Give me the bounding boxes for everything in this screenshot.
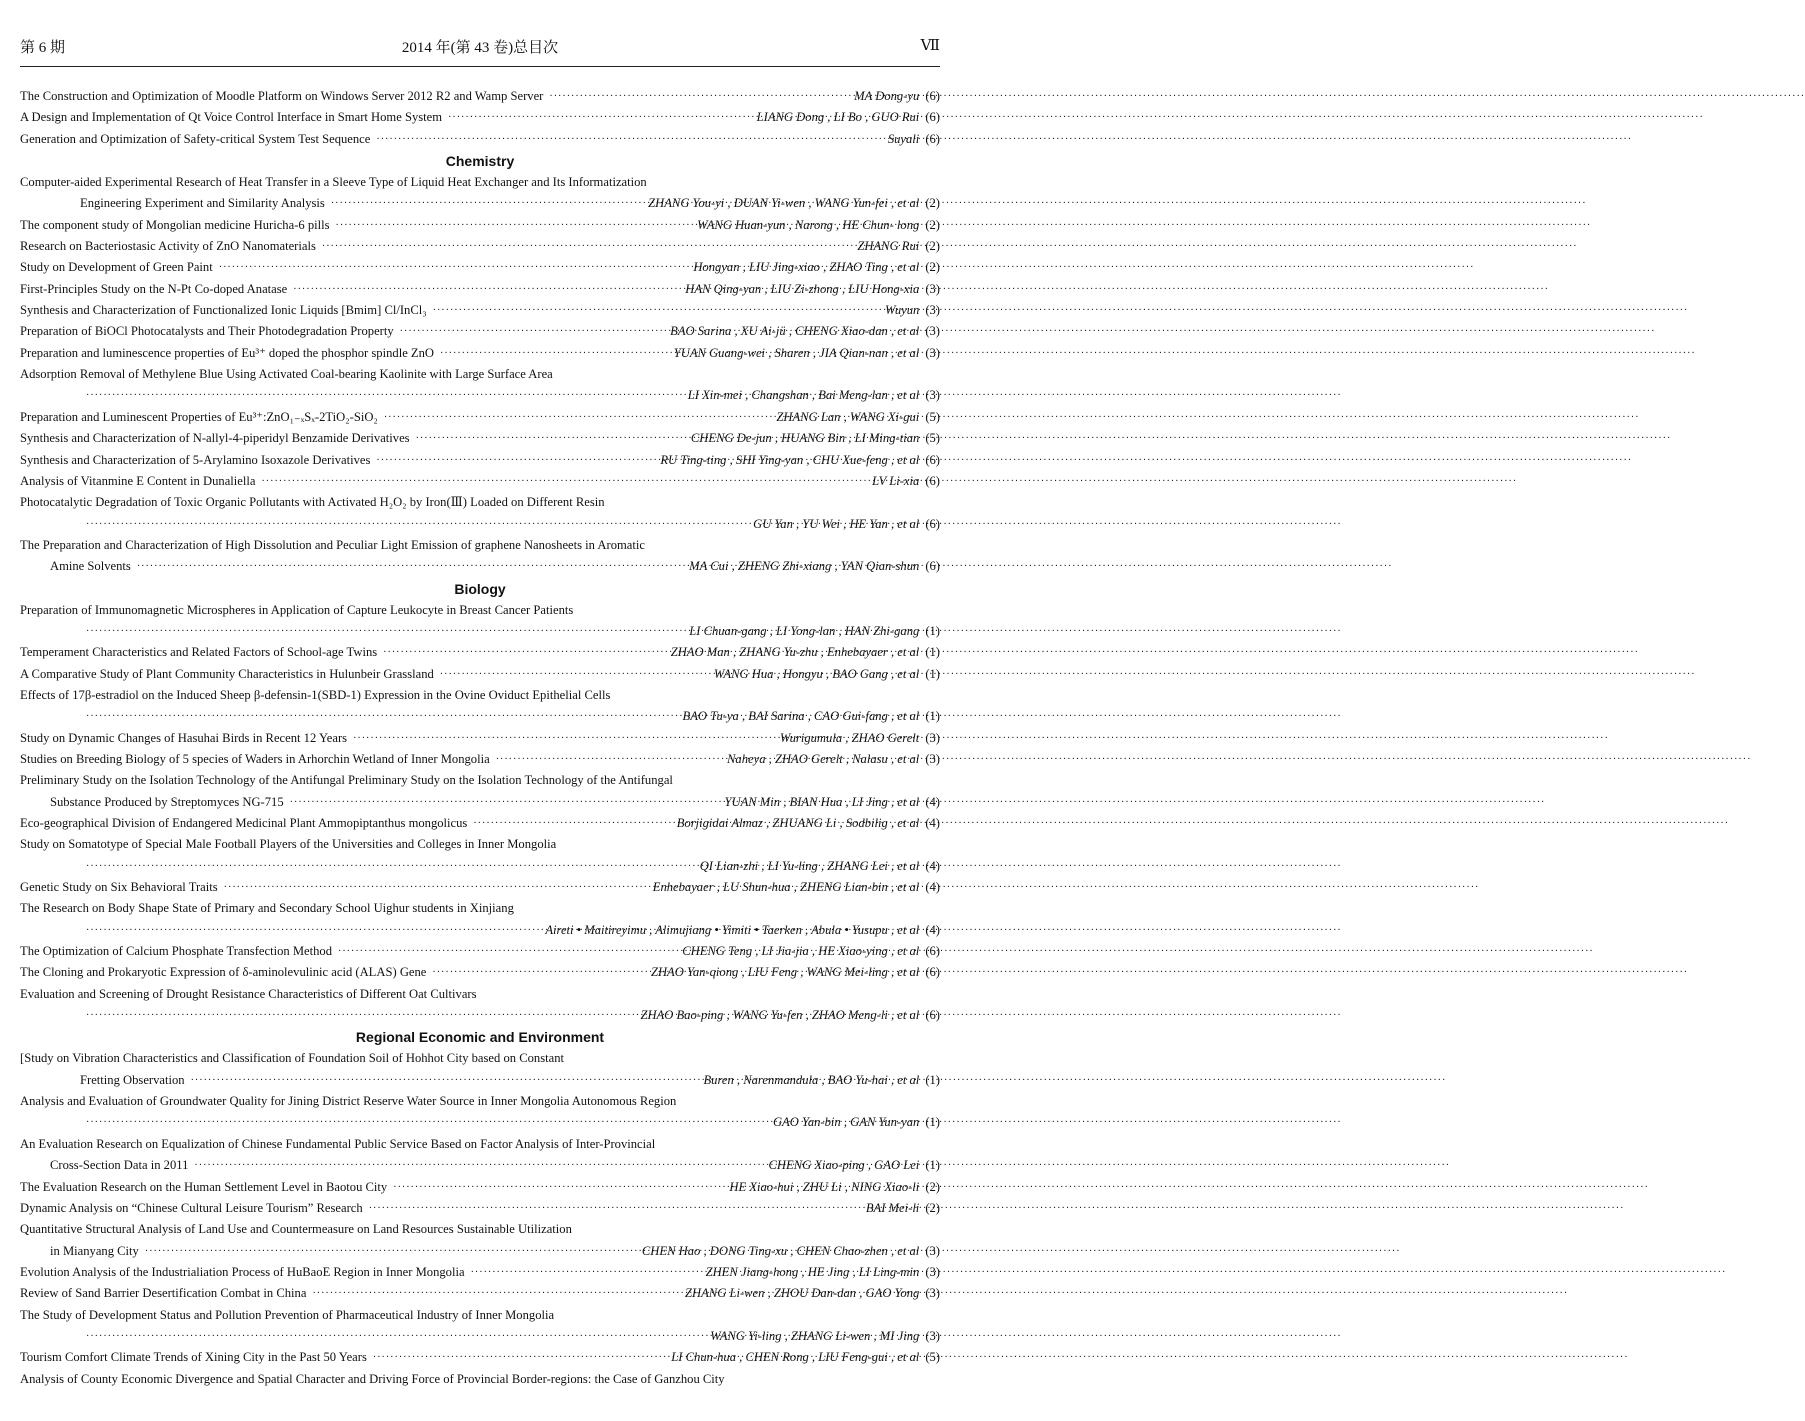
toc-entry (20, 941, 940, 962)
entry-title: Studies on Breeding Biology of 5 species of Waders in Arhorchin Wetland of Inner Mongolia (20, 751, 490, 766)
leader-dots (86, 1112, 767, 1133)
entry-issue: (3) (925, 730, 940, 745)
toc-list (20, 86, 940, 1390)
entry-authors: BAO Tu-ya , BAI Sarina , CAO Gui-fang , et al (682, 709, 920, 724)
entry-authors: CHENG De-jun , HUANG Bin , LI Ming-tian (690, 431, 920, 446)
toc-entry (20, 728, 940, 749)
toc-entry (20, 343, 940, 364)
volume-title: 2014 年(第 43 卷)总目次 (401, 40, 559, 56)
leader-dots (86, 385, 682, 406)
entry-authors: MA Cui , ZHENG Zhi-xiang , YAN Qian-shun (689, 559, 920, 574)
toc-entry (20, 1134, 940, 1155)
entry-title: Preparation of BiOCl Photocatalysts and Their Photodegradation Property (20, 324, 394, 339)
toc-entry (20, 706, 940, 727)
entry-issue: (2) (925, 1179, 940, 1194)
toc-entry (20, 664, 940, 685)
toc-entry (20, 600, 940, 621)
entry-authors: Suyali (887, 131, 920, 146)
entry-issue: (3) (925, 303, 940, 318)
entry-authors: YUAN Guang-wei , Sharen , JIA Qian-nan , et al (673, 345, 920, 360)
toc-entry (20, 428, 940, 449)
entry-authors: CHEN Hao , DONG Ting-xu , CHEN Chao-zhen , et al (641, 1243, 920, 1258)
entry-title: The Construction and Optimization of Moodle Platform on Windows Server 2012 R2 and Wamp Server (20, 89, 544, 103)
entry-issue: (6) (925, 944, 940, 959)
toc-entry (20, 834, 940, 855)
entry-authors: LV Li-xia (872, 473, 920, 488)
entry-issue: (2) (925, 260, 940, 275)
leader-dots (393, 1177, 723, 1198)
toc-entry (20, 300, 940, 321)
toc-entry (20, 492, 940, 513)
entry-title: The Study of Development Status and Pollution Prevention of Pharmaceutical Industry of Inner Mongolia (20, 1307, 555, 1322)
toc-entry (20, 1347, 940, 1368)
entry-issue: (1) (925, 623, 940, 638)
toc-entry (20, 129, 940, 150)
entry-title: Dynamic Analysis on “Chinese Cultural Leisure Tourism” Research (20, 1200, 363, 1215)
entry-issue: (1) (925, 1115, 940, 1130)
entry-title: Amine Solvents (50, 559, 131, 574)
entry-title: Substance Produced by Streptomyces NG-715 (50, 794, 284, 809)
entry-authors: ZHANG Lan , WANG Xi-gui (776, 409, 920, 424)
toc-entry (20, 1283, 940, 1304)
entry-issue: (3) (925, 388, 940, 403)
entry-issue: (3) (925, 751, 940, 766)
toc-entry (20, 1241, 940, 1262)
leader-dots (338, 941, 676, 962)
entry-issue: (4) (925, 922, 940, 937)
toc-entry (20, 215, 940, 236)
toc-entry (20, 257, 940, 278)
leader-dots (336, 215, 692, 236)
toc-entry (20, 1005, 940, 1026)
entry-authors: WANG Hua , Hongyu , BAO Gang , et al (713, 666, 920, 681)
entry-title: Research on Bacteriostasic Activity of ZnO Nanomaterials (20, 239, 316, 254)
leader-dots (471, 1262, 700, 1283)
leader-dots (86, 621, 683, 642)
entry-title: A Comparative Study of Plant Community Characteristics in Hulunbeir Grassland (20, 666, 434, 681)
entry-title: Engineering Experiment and Similarity Analysis (80, 196, 325, 211)
entry-authors: LI Chuan-gang , LI Yong-lan , HAN Zhi-gang (689, 623, 920, 638)
leader-dots (322, 236, 852, 257)
entry-title: Synthesis and Characterization of N-allyl-4-piperidyl Benzamide Derivatives (20, 431, 410, 446)
entry-issue: (4) (925, 816, 940, 830)
toc-entry (20, 1091, 940, 1112)
toc-entry (20, 813, 940, 834)
toc-entry (20, 193, 940, 214)
leader-dots (549, 86, 848, 107)
toc-entry (20, 685, 940, 706)
entry-title: Effects of 17β-estradiol on the Induced Sheep β-defensin-1(SBD-1) Expression in the Ovine Oviduct Epithelial Cells (20, 687, 611, 702)
leader-dots (416, 428, 685, 449)
entry-authors: GU Yan , YU Wei , HE Yan , et al (753, 516, 920, 531)
issue-number: 第 6 期 (20, 40, 66, 56)
toc-entry (20, 514, 940, 535)
toc-entry (20, 450, 940, 471)
entry-issue: (2) (925, 196, 940, 211)
leader-dots (496, 749, 721, 770)
toc-entry (20, 984, 940, 1005)
toc-entry (20, 364, 940, 385)
entry-title: Photocatalytic Degradation of Toxic Organic Pollutants with Activated H₂O₂ by Iron(Ⅲ) Loaded on Different Resin (20, 495, 605, 510)
entry-authors: Borjigidai Almaz , ZHUANG Li , Sodbilig , et al (676, 816, 920, 830)
entry-authors: Wurigumula , ZHAO Gerelt (779, 730, 920, 745)
toc-entry (20, 535, 940, 556)
page-number: Ⅶ (920, 38, 940, 54)
leader-dots (376, 450, 654, 471)
entry-issue: (3) (925, 1286, 940, 1301)
entry-issue: (6) (925, 473, 940, 488)
entry-authors: ZHANG Li-wen , ZHOU Dan-dan , GAO Yong (685, 1286, 920, 1301)
entry-issue: (5) (925, 431, 940, 446)
header-rule (20, 66, 940, 67)
toc-entry (20, 556, 940, 577)
entry-authors: ZHEN Jiang-hong , HE Jing , LI Ling-min (705, 1264, 920, 1279)
leader-dots (448, 107, 751, 128)
entry-authors: WANG Huan-yun , Narong , HE Chun- long (697, 217, 920, 232)
section-heading: Biology (454, 580, 506, 597)
entry-title: Genetic Study on Six Behavioral Traits (20, 880, 218, 895)
leader-dots (145, 1241, 636, 1262)
entry-issue: (3) (925, 281, 940, 296)
toc-entry (20, 1177, 940, 1198)
leader-dots (433, 300, 879, 321)
entry-title: Study on Dynamic Changes of Hasuhai Birds in Recent 12 Years (20, 730, 348, 745)
entry-authors: LIANG Dong , LI Bo , GUO Rui (756, 110, 920, 125)
toc-entry (20, 1326, 940, 1347)
toc-entry (20, 962, 940, 983)
toc-entry (20, 279, 940, 300)
entry-issue: (6) (925, 965, 940, 980)
entry-issue: (5) (925, 1350, 940, 1365)
entry-title: Generation and Optimization of Safety-critical System Test Sequence (20, 131, 371, 146)
leader-dots (373, 1347, 665, 1368)
entry-issue: (6) (925, 559, 940, 574)
entry-authors: ZHANG You-yi , DUAN Yi-wen , WANG Yun-fei , et al (648, 196, 920, 211)
entry-title: First-Principles Study on the N-Pt Co-doped Anatase (20, 281, 288, 296)
entry-issue: (1) (925, 709, 940, 724)
entry-title: Analysis of County Economic Divergence and Spatial Character and Driving Force of Provincial Border-regions: the Case of Ganzhou City (20, 1371, 725, 1386)
leader-dots (137, 556, 683, 577)
leader-dots (290, 792, 719, 813)
toc-entry (20, 1112, 940, 1133)
entry-issue: (6) (925, 131, 940, 146)
toc-entry (20, 1305, 940, 1326)
leader-dots (369, 1198, 860, 1219)
entry-issue: (6) (925, 452, 940, 467)
entry-title: Preparation and Luminescent Properties of Eu³⁺:ZnO₁₋ₓSₓ-2TiO₂-SiO₂ (20, 409, 378, 424)
leader-dots (261, 471, 866, 492)
toc-entry (20, 172, 940, 193)
leader-dots (384, 407, 771, 428)
entry-title: The Preparation and Characterization of High Dissolution and Peculiar Light Emission of graphene Nanosheets in Aromatic (20, 537, 645, 552)
toc-entry (20, 1070, 940, 1091)
leader-dots (353, 728, 774, 749)
entry-authors: HAN Qing-yan , LIU Zi-zhong , LIU Hong-xia (685, 281, 920, 296)
leader-dots (86, 1005, 634, 1026)
entry-authors: RU Ting-ting , SHI Ying-yan , CHU Xue-feng , et al (660, 452, 920, 467)
entry-title: Review of Sand Barrier Desertification Combat in China (20, 1286, 307, 1301)
entry-issue: (3) (925, 324, 940, 339)
entry-authors: Enhebayaer , LU Shun-hua , ZHENG Lian-bin , et al (652, 880, 920, 895)
entry-authors: HE Xiao-hui , ZHU Li , NING Xiao-li (729, 1179, 920, 1194)
entry-issue: (2) (925, 1200, 940, 1215)
toc-entry (20, 770, 940, 791)
entry-authors: WANG Yi-ling , ZHANG Li-wen , MI Jing (710, 1328, 920, 1343)
entry-title: Preparation of Immunomagnetic Microspheres in Application of Capture Leukocyte in Breast Cancer Patients (20, 602, 574, 617)
entry-authors: BAI Mei-li (865, 1200, 920, 1215)
entry-issue: (3) (925, 1328, 940, 1343)
entry-authors: ZHANG Rui (857, 239, 920, 254)
entry-title: Evolution Analysis of the Industrialiation Process of HuBaoE Region in Inner Mongolia (20, 1264, 465, 1279)
toc-entry (20, 1198, 940, 1219)
leader-dots (440, 343, 668, 364)
entry-authors: Buren , Narenmandula , BAO Yu-hai , et al (703, 1072, 920, 1087)
entry-title: Analysis of Vitanmine E Content in Dunaliella (20, 473, 256, 488)
entry-title: Computer-aided Experimental Research of Heat Transfer in a Sleeve Type of Liquid Heat Exchanger and Its Informatization (20, 175, 647, 190)
entry-authors: ZHAO Man , ZHANG Yu-zhu , Enhebayaer , et al (670, 645, 920, 660)
toc-entry (20, 920, 940, 941)
toc-entry (20, 1219, 940, 1240)
entry-issue: (5) (925, 409, 940, 424)
entry-authors: GAO Yan-bin , GAN Yun-yan (772, 1115, 920, 1130)
section-heading: Regional Economic and Environment (355, 1029, 605, 1046)
entry-issue: (4) (925, 880, 940, 895)
entry-title: The Cloning and Prokaryotic Expression of δ-aminolevulinic acid (ALAS) Gene (20, 965, 427, 980)
leader-dots (86, 514, 747, 535)
entry-issue: (6) (925, 110, 940, 125)
leader-dots (219, 257, 688, 278)
entry-title: Cross-Section Data in 2011 (50, 1158, 189, 1173)
running-header (20, 36, 940, 60)
entry-title: Synthesis and Characterization of 5-Arylamino Isoxazole Derivatives (20, 452, 371, 467)
entry-issue: (6) (925, 516, 940, 531)
entry-title: Adsorption Removal of Methylene Blue Using Activated Coal-bearing Kaolinite with Large Surface Area (20, 367, 553, 382)
entry-issue: (1) (925, 666, 940, 681)
toc-entry (20, 385, 940, 406)
toc-entry (20, 1155, 940, 1176)
entry-title: An Evaluation Research on Equalization of Chinese Fundamental Public Service Based on Factor Analysis of Inter-Provincial (20, 1136, 656, 1151)
entry-authors: Wuyun (885, 303, 920, 318)
entry-authors: LI Chun-hua , CHEN Rong , LIU Feng-gui , et al (671, 1350, 920, 1365)
leader-dots (440, 664, 708, 685)
entry-authors: ZHAO Yan-qiong , LIU Feng , WANG Mei-ling , et al (650, 965, 920, 980)
leader-dots (312, 1283, 679, 1304)
entry-title: Study on Somatotype of Special Male Football Players of the Universities and Colleges in Inner Mongolia (20, 837, 557, 852)
toc-entry (20, 792, 940, 813)
entry-authors: YUAN Min , BIAN Hua , LI Jing , et al (724, 794, 920, 809)
toc-entry (20, 749, 940, 770)
toc-entry (20, 471, 940, 492)
entry-authors: BAO Sarina , XU Ai-jü , CHENG Xiao-dan , et al (670, 324, 920, 339)
entry-issue: (4) (925, 794, 940, 809)
toc-entry (20, 642, 940, 663)
leader-dots (376, 129, 881, 150)
toc-entry (20, 86, 940, 107)
entry-title: Quantitative Structural Analysis of Land Use and Countermeasure on Land Resources Sustainable Utilization (20, 1222, 572, 1237)
entry-title: The Research on Body Shape State of Primary and Secondary School Uighur students in Xinjiang (20, 901, 514, 916)
toc-entry (20, 621, 940, 642)
entry-title: Evaluation and Screening of Drought Resistance Characteristics of Different Oat Cultivars (20, 986, 477, 1001)
toc-entry (20, 321, 940, 342)
entry-authors: LI Xin-mei , Changshan , Bai Meng-lan , et al (687, 388, 920, 403)
entry-title: Tourism Comfort Climate Trends of Xining City in the Past 50 Years (20, 1350, 367, 1365)
entry-issue: (1) (925, 1158, 940, 1173)
toc-entry (20, 1048, 940, 1069)
entry-issue: (3) (925, 1264, 940, 1279)
entry-title: Eco-geographical Division of Endangered Medicinal Plant Ammopiptanthus mongolicus (20, 816, 468, 830)
entry-issue: (2) (925, 239, 940, 254)
entry-issue: (2) (925, 217, 940, 232)
leader-dots (86, 920, 539, 941)
leader-dots (473, 813, 670, 834)
toc-entry (20, 236, 940, 257)
entry-authors: CHENG Xiao-ping , GAO Lei (768, 1158, 920, 1173)
entry-issue: (3) (925, 345, 940, 360)
entry-issue: (4) (925, 858, 940, 873)
entry-issue: (3) (925, 1243, 940, 1258)
toc-entry (20, 877, 940, 898)
entry-title: Preparation and luminescence properties of Eu³⁺ doped the phosphor spindle ZnO (20, 345, 435, 360)
entry-authors: ZHAO Bao-ping , WANG Yu-fen , ZHAO Meng-li , et al (640, 1008, 920, 1023)
entry-authors: Aireti • Maitireyimu , Alimujiang • Yimiti • Taerken , Abula • Yusupu , et al (545, 922, 920, 937)
leader-dots (383, 642, 665, 663)
entry-title: Synthesis and Characterization of Functionalized Ionic Liquids [Bmim] Cl/InCl₃ (20, 303, 427, 318)
entry-authors: Hongyan , LIU Jing-xiao , ZHAO Ting , et al (693, 260, 920, 275)
leader-dots (86, 856, 694, 877)
entry-title: Study on Development of Green Paint (20, 260, 213, 275)
entry-authors: Naheya , ZHAO Gerelt , Nalasu , et al (727, 751, 920, 766)
entry-issue: (1) (925, 1072, 940, 1087)
leader-dots (191, 1070, 698, 1091)
entry-title: Preliminary Study on the Isolation Technology of the Antifungal Preliminary Study on the Isolation Technology of the Antifungal (20, 773, 673, 788)
toc-entry (20, 1262, 940, 1283)
entry-title: [Study on Vibration Characteristics and Classification of Foundation Soil of Hohhot City based on Constant (20, 1051, 564, 1066)
toc-entry (20, 407, 940, 428)
leader-dots (224, 877, 647, 898)
entry-title: in Mianyang City (50, 1243, 139, 1258)
toc-entry (20, 898, 940, 919)
leader-dots (331, 193, 642, 214)
toc-entry (20, 107, 940, 128)
entry-title: The Optimization of Calcium Phosphate Transfection Method (20, 944, 333, 959)
leader-dots (194, 1155, 762, 1176)
entry-issue: (6) (925, 89, 940, 103)
entry-authors: QI Lian-zhi , LI Yu-ling , ZHANG Lei , et al (699, 858, 920, 873)
leader-dots (400, 321, 664, 342)
entry-title: Analysis and Evaluation of Groundwater Quality for Jining District Reserve Water Source in Inner Mongolia Autonomous Region (20, 1094, 677, 1109)
leader-dots (432, 962, 645, 983)
leader-dots (86, 1326, 704, 1347)
entry-title: A Design and Implementation of Qt Voice Control Interface in Smart Home System (20, 110, 443, 125)
entry-issue: (6) (925, 1008, 940, 1023)
entry-title: The Evaluation Research on the Human Settlement Level in Baotou City (20, 1179, 388, 1194)
toc-entry (20, 856, 940, 877)
entry-issue: (1) (925, 645, 940, 660)
entry-authors: CHENG Teng , LI Jia-jia , HE Xiao-ying , et al (682, 944, 920, 959)
entry-title: Fretting Observation (80, 1072, 185, 1087)
toc-entry (20, 1369, 940, 1390)
leader-dots (293, 279, 679, 300)
entry-title: Temperament Characteristics and Related Factors of School-age Twins (20, 645, 378, 660)
section-heading: Chemistry (445, 153, 515, 170)
entry-authors: MA Dong-yu (854, 89, 920, 103)
entry-title: The component study of Mongolian medicine Huricha-6 pills (20, 217, 330, 232)
leader-dots (86, 706, 677, 727)
